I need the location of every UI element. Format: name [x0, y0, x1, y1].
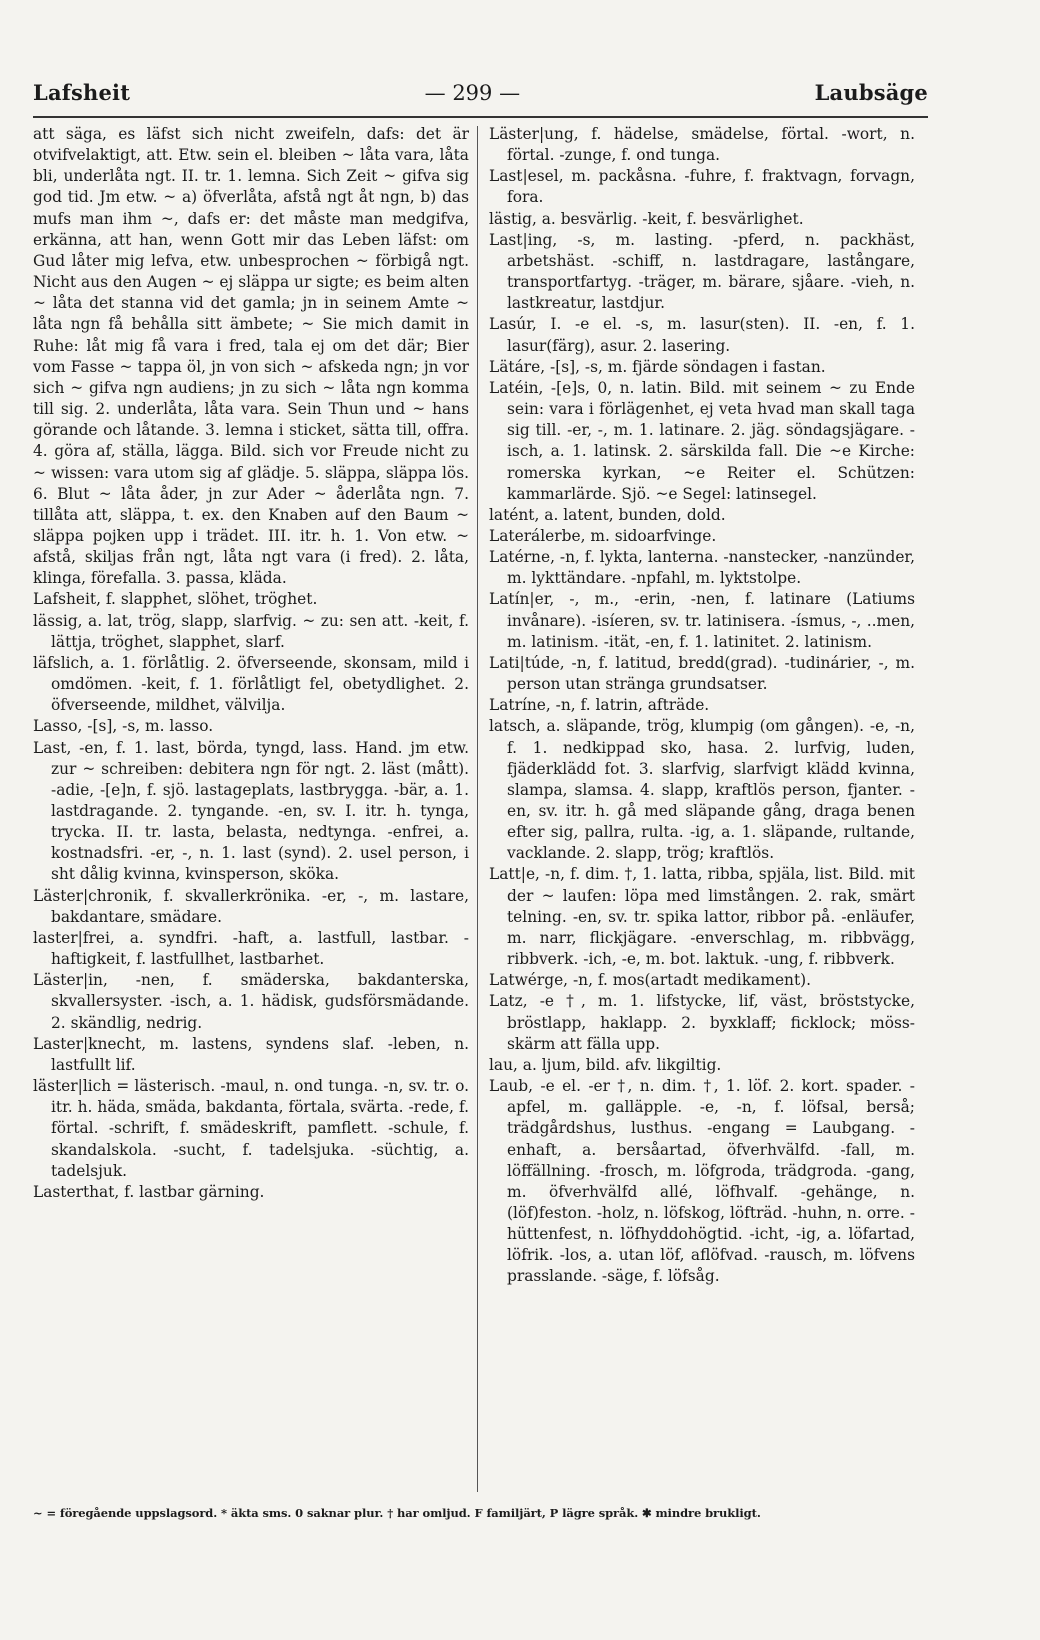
dictionary-entry: Last|ing, -s, m. lasting. -pferd, n. packhäst, arbetshäst. -schiff, n. lastdragare, lastångare, transportfartyg. -träger, m. bärare, sjåare. -vieh, n. lastkreatur, lastdjur. — [489, 230, 915, 313]
dictionary-entry: Latríne, -n, f. latrin, afträde. — [489, 696, 710, 715]
dictionary-entry: Lafsheit, f. slapphet, slöhet, tröghet. — [33, 590, 318, 609]
dictionary-entry: latsch, a. släpande, trög, klumpig (om gången). -e, -n, f. 1. nedkippad sko, hasa. 2. lurfvig, luden, fjäderklädd fot. 3. slarfvig, slarfvigt klädd kvinna, slampa, slamsa. 4. slapp, kraftlös person, fjanter. -en, sv. itr. h. gå med släpande gång, draga benen efter sig, pallra, rulta. -ig, a. 1. släpande, rultande, vacklande. 2. slapp, trög; kraftlös. — [489, 717, 915, 863]
dictionary-entry: Latérne, -n, f. lykta, lanterna. -nanstecker, -nanzünder, m. lykttändare. -npfahl, m. lyktstolpe. — [489, 548, 915, 588]
dictionary-entry: Laub, -e el. -er †, n. dim. †, 1. löf. 2. kort. spader. -apfel, m. galläpple. -e, -n, f. löfsal, berså; trädgårdshus, lusthus. -engang = Laubgang. -enhaft, a. bersåartad, öfverhvälfd. -fall, m. löffällning. -frosch, m. löfgroda, trädgroda. -gang, m. öfverhvälfd allé, löfhvalf. -gehänge, n. (löf)feston. -holz, n. löfskog, löfträd. -huhn, n. orre. -hüttenfest, n. löfhyddohögtid. -icht, -ig, a. löfartad, löfrik. -los, a. utan löf, aflöfvad. -rausch, m. löfvens prasslande. -säge, f. löfsåg. — [489, 1077, 915, 1286]
page-header — [33, 80, 928, 114]
dictionary-entry: Laster|knecht, m. lastens, syndens slaf. -leben, n. lastfullt lif. — [33, 1034, 469, 1074]
dictionary-entry: lästig, a. besvärlig. -keit, f. besvärlighet. — [489, 209, 804, 228]
left-column — [33, 124, 469, 1203]
dictionary-entry: Last, -en, f. 1. last, börda, tyngd, lass. Hand. jm etw. zur ~ schreiben: debitera ngn för ngt. 2. läst (mått). -adie, -[e]n, f. sjö. lastageplats, lastbrygga. -bär, a. 1. lastdragande. 2. tyngande. -en, sv. I. itr. h. tynga, trycka. II. tr. lasta, belasta, nedtynga. -enfrei, a. kostnadsfri. -er, -, n. 1. last (synd). 2. usel person, i sht dålig kvinna, kvinsperson, sköka. — [33, 738, 469, 884]
dictionary-entry: Laterálerbe, m. sidoarfvinge. — [489, 526, 717, 545]
dictionary-entry: Läster|chronik, f. skvallerkrönika. -er, -, m. lastare, bakdantare, smädare. — [33, 886, 469, 926]
dictionary-entry: latént, a. latent, bunden, dold. — [489, 505, 726, 524]
header-rule — [33, 116, 928, 118]
dictionary-entry: Latt|e, -n, f. dim. †, 1. latta, ribba, spjäla, list. Bild. mit der ~ laufen: löpa med limstången. 2. rak, smärt telning. -en, sv. tr. spika lattor, ribbor på. -enläufer, m. narr, flickjägare. -enverschlag, m. ribbvägg, ribbverk. -ich, -e, m. bot. laktuk. -ung, f. ribbverk. — [489, 865, 915, 969]
dictionary-entry: att säga, es läfst sich nicht zweifeln, dafs: det är otvifvelaktigt, att. Etw. sein el. bleiben ~ låta vara, låta bli, underlåta ngt. II. tr. 1. lemna. Sich Zeit ~ gifva sig god tid. Jm etw. ~ a) öfverlåta, afstå ngt åt ngn, b) das mufs man ihm ~, dafs er: det måste man medgifva, erkänna, att han, wenn Gott mir das Leben läfst: om Gud låter mig lefva, etw. unbesprochen ~ förbigå ngt. Nicht aus den Augen ~ ej släppa ur sigte; es beim alten ~ låta det stanna vid det gamla; jn in seinem Amte ~ låta ngn få behålla sitt ämbete; ~ Sie mich damit in Ruhe: låt mig få vara i fred, tala ej om det där; Bier vom Fasse ~ tappa öl, jn von sich ~ afskeda ngn; jn vor sich ~ gifva ngn audiens; jn zu sich ~ låta ngn komma till sig. 2. underlåta, låta vara. Sein Thun und ~ hans görande och låtande. 3. lemna i sticket, sätta till, offra. 4. göra af, ställa, lägga. Bild. sich vor Freude nicht zu ~ wissen: vara utom sig af glädje. 5. släppa, släppa lös. 6. Blut ~ låta åder, jn zur Ader ~ åderlåta ngn. 7. tillåta att, släppa, t. ex. den Knaben auf den Baum ~ släppa pojken upp i trädet. III. itr. h. 1. Von etw. ~ afstå, skiljas från ngt, låta ngt vara (i fred). 2. låta, klinga, förefalla. 3. passa, kläda. — [33, 125, 469, 588]
dictionary-entry: Lasterthat, f. lastbar gärning. — [33, 1182, 265, 1201]
dictionary-entry: Lati|túde, -n, f. latitud, bredd(grad). -tudinárier, -, m. person utan stränga grundsatser. — [489, 653, 915, 694]
dictionary-entry: lässig, a. lat, trög, slapp, slarfvig. ~ zu: sen att. -keit, f. lättja, tröghet, slapphet, slarf. — [33, 611, 469, 651]
dictionary-entry: Latz, -e †, m. 1. lifstycke, lif, väst, bröststycke, bröstlapp, haklapp. 2. byxklaff; ficklock; möss-skärm att fälla upp. — [489, 992, 915, 1053]
column-divider — [477, 126, 478, 1492]
dictionary-entry: Latéin, -[e]s, 0, n. latin. Bild. mit seinem ~ zu Ende sein: vara i förlägenhet, ej veta hvad man skall taga sig till. -er, -, m. 1. latinare. 2. jäg. söndagsjägare. -isch, a. 1. latinsk. 2. särskilda fall. Die ~e Kirche: romerska kyrkan, ~e Reiter el. Schützen: kammarlärde. Sjö. ~e Segel: latinsegel. — [489, 378, 915, 503]
abbreviation-legend: ~ = föregående uppslagsord. * äkta sms. 0 saknar plur. † har omljud. F familjärt, P lägre språk. ✱ mindre brukligt. — [33, 1506, 761, 1520]
page-number: — 299 — — [424, 81, 521, 105]
dictionary-entry: lau, a. ljum, bild. afv. likgiltig. — [489, 1055, 722, 1074]
header-first-headword: Lafsheit — [33, 80, 131, 105]
dictionary-entry: Lasso, -[s], -s, m. lasso. — [33, 717, 214, 736]
header-last-headword: Laubsäge — [814, 80, 928, 105]
dictionary-entry: Latín|er, -, m., -erin, -nen, f. latinare (Latiums invånare). -isíeren, sv. tr. latinisera. -ísmus, -, ..men, m. latinism. -ität, -en, f. 1. latinitet. 2. latinism. — [489, 590, 915, 651]
dictionary-entry: Lasúr, I. -e el. -s, m. lasur(sten). II. -en, f. 1. lasur(färg), asur. 2. lasering. — [489, 315, 915, 355]
dictionary-entry: Lätáre, -[s], -s, m. fjärde söndagen i fastan. — [489, 357, 826, 376]
dictionary-entry: läfslich, a. 1. förlåtlig. 2. öfverseende, skonsam, mild i omdömen. -keit, f. 1. förlåtligt fel, obetydlighet. 2. öfverseende, mildhet, välvilja. — [33, 653, 469, 715]
dictionary-entry: Läster|in, -nen, f. smäderska, bakdanterska, skvallersyster. -isch, a. 1. hädisk, gudsförsmädande. 2. skändlig, nedrig. — [33, 971, 469, 1032]
dictionary-entry: Last|esel, m. packåsna. -fuhre, f. fraktvagn, forvagn, fora. — [489, 167, 915, 207]
dictionary-entry: laster|frei, a. syndfri. -haft, a. lastfull, lastbar. -haftigkeit, f. lastfullhet, lastbarhet. — [33, 928, 469, 969]
dictionary-entry: läster|lich = lästerisch. -maul, n. ond tunga. -n, sv. tr. o. itr. h. häda, smäda, bakdanta, förtala, svärta. -rede, f. förtal. -schrift, f. smädeskrift, pamflett. -schule, f. skandalskola. -sucht, f. tadelsjuka. -süchtig, a. tadelsjuk. — [33, 1077, 469, 1180]
dictionary-entry: Läster|ung, f. hädelse, smädelse, förtal. -wort, n. förtal. -zunge, f. ond tunga. — [489, 125, 915, 165]
dictionary-entry: Latwérge, -n, f. mos(artadt medikament). — [489, 971, 812, 990]
right-column — [489, 124, 915, 1288]
